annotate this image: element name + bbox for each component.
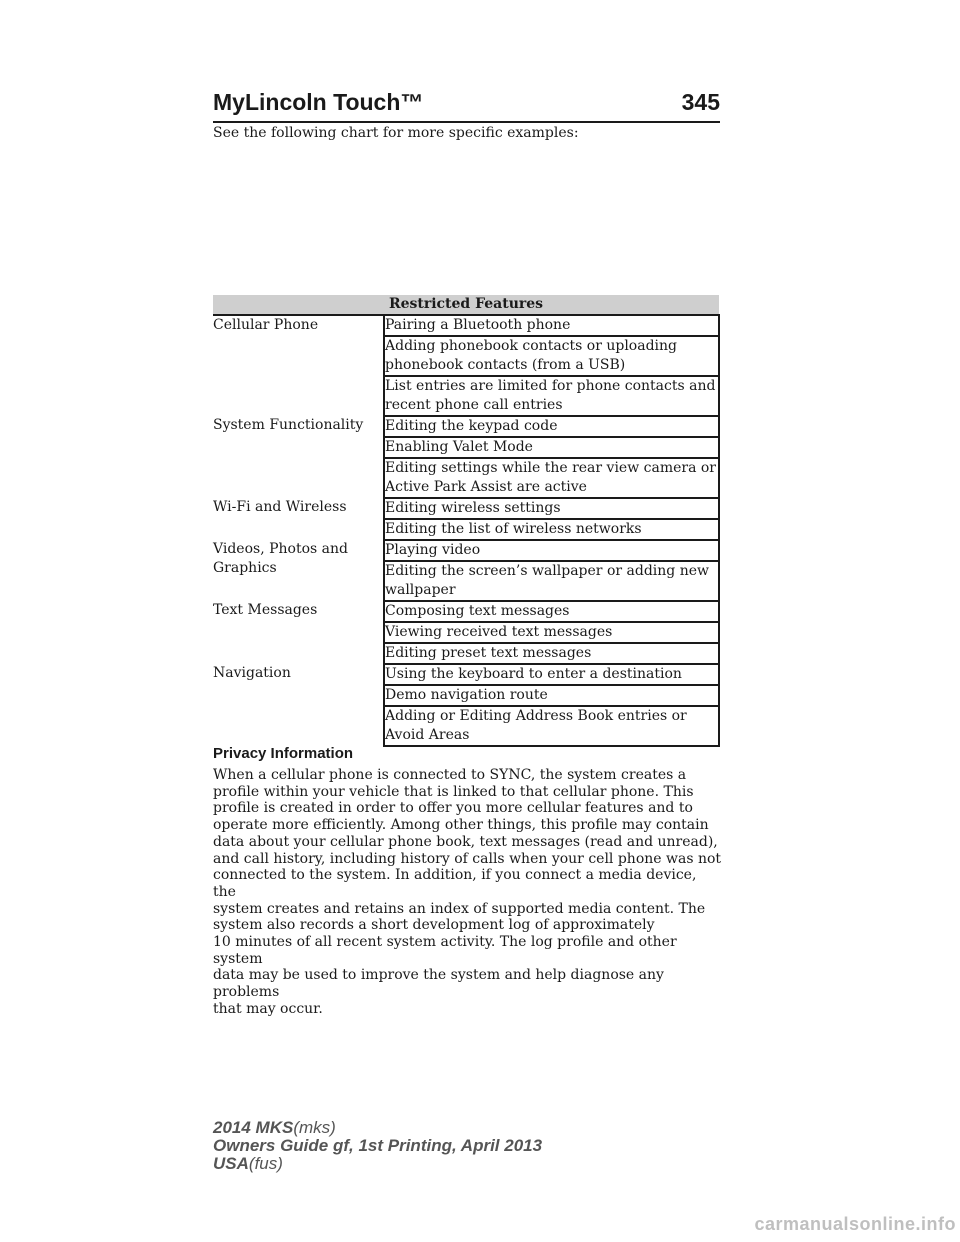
restricted-feature: Editing the keypad code bbox=[384, 416, 719, 437]
restricted-feature: Viewing received text messages bbox=[384, 622, 719, 643]
watermark: carmanualsonline.info bbox=[754, 1214, 956, 1234]
chapter-title: MyLincoln Touch™ bbox=[213, 89, 424, 115]
intro-text: See the following chart for more specific examples: bbox=[213, 125, 579, 141]
table-row bbox=[213, 498, 719, 519]
restricted-feature: Using the keyboard to enter a destination bbox=[384, 664, 719, 685]
restricted-feature: Enabling Valet Mode bbox=[384, 437, 719, 458]
table-row bbox=[213, 664, 719, 685]
table-heading: Restricted Features bbox=[213, 295, 719, 315]
restricted-feature: Pairing a Bluetooth phone bbox=[384, 315, 719, 336]
restricted-feature: Editing preset text messages bbox=[384, 643, 719, 664]
restricted-feature: Editing the screen’s wallpaper or adding new wallpaper bbox=[384, 561, 719, 601]
page-header bbox=[213, 86, 720, 116]
feature-category: Navigation bbox=[213, 665, 291, 681]
feature-category: Wi-Fi and Wireless bbox=[213, 499, 347, 515]
restricted-feature: Demo navigation route bbox=[384, 685, 719, 706]
footer-market-code: (fus) bbox=[248, 1154, 283, 1173]
footer-model-code: (mks) bbox=[293, 1118, 336, 1137]
restricted-feature: Editing settings while the rear view camera or Active Park Assist are active bbox=[384, 458, 719, 498]
feature-category: Text Messages bbox=[213, 602, 318, 618]
feature-category: Videos, Photos and Graphics bbox=[213, 541, 348, 576]
table-row bbox=[213, 315, 719, 336]
table-row bbox=[213, 601, 719, 622]
feature-category: Cellular Phone bbox=[213, 317, 319, 333]
restricted-feature: Playing video bbox=[384, 540, 719, 561]
restricted-feature: List entries are limited for phone contacts and recent phone call entries bbox=[384, 376, 719, 416]
restricted-feature: Composing text messages bbox=[384, 601, 719, 622]
table-body bbox=[213, 315, 719, 746]
privacy-title: Privacy Information bbox=[213, 745, 354, 762]
restricted-feature: Editing the list of wireless networks bbox=[384, 519, 719, 540]
footer-model: 2014 MKS bbox=[213, 1118, 294, 1137]
footer-guide: Owners Guide gf, 1st Printing, April 2013 bbox=[213, 1136, 543, 1155]
footer-market: USA bbox=[213, 1154, 249, 1173]
page-number: 345 bbox=[681, 89, 720, 115]
restricted-feature: Adding or Editing Address Book entries or Avoid Areas bbox=[384, 706, 719, 746]
header-rule bbox=[213, 121, 720, 123]
restricted-features-table bbox=[213, 295, 720, 747]
restricted-feature: Editing wireless settings bbox=[384, 498, 719, 519]
table-row bbox=[213, 416, 719, 437]
page-footer bbox=[213, 1119, 542, 1173]
feature-category: System Functionality bbox=[213, 417, 364, 433]
restricted-feature: Adding phonebook contacts or uploading phonebook contacts (from a USB) bbox=[384, 336, 719, 376]
privacy-body: When a cellular phone is connected to SYNC, the system creates a profile within your vehicle that is linked to that cellular phone. This profile is created in order to offer you more cellular features and to operate more efficiently. Among other things, this profile may contain data about your cellular phone book, text messages (read and unread), and call history, including history of calls when your cell phone was not connected to the system. In addition, if you connect a media device, the system creates and retains an index of supported media content. The system also records a short development log of approximately 10 minutes of all recent system activity. The log profile and other system data may be used to improve the system and help diagnose any problems that may occur. bbox=[213, 767, 722, 1017]
table-row bbox=[213, 540, 719, 561]
